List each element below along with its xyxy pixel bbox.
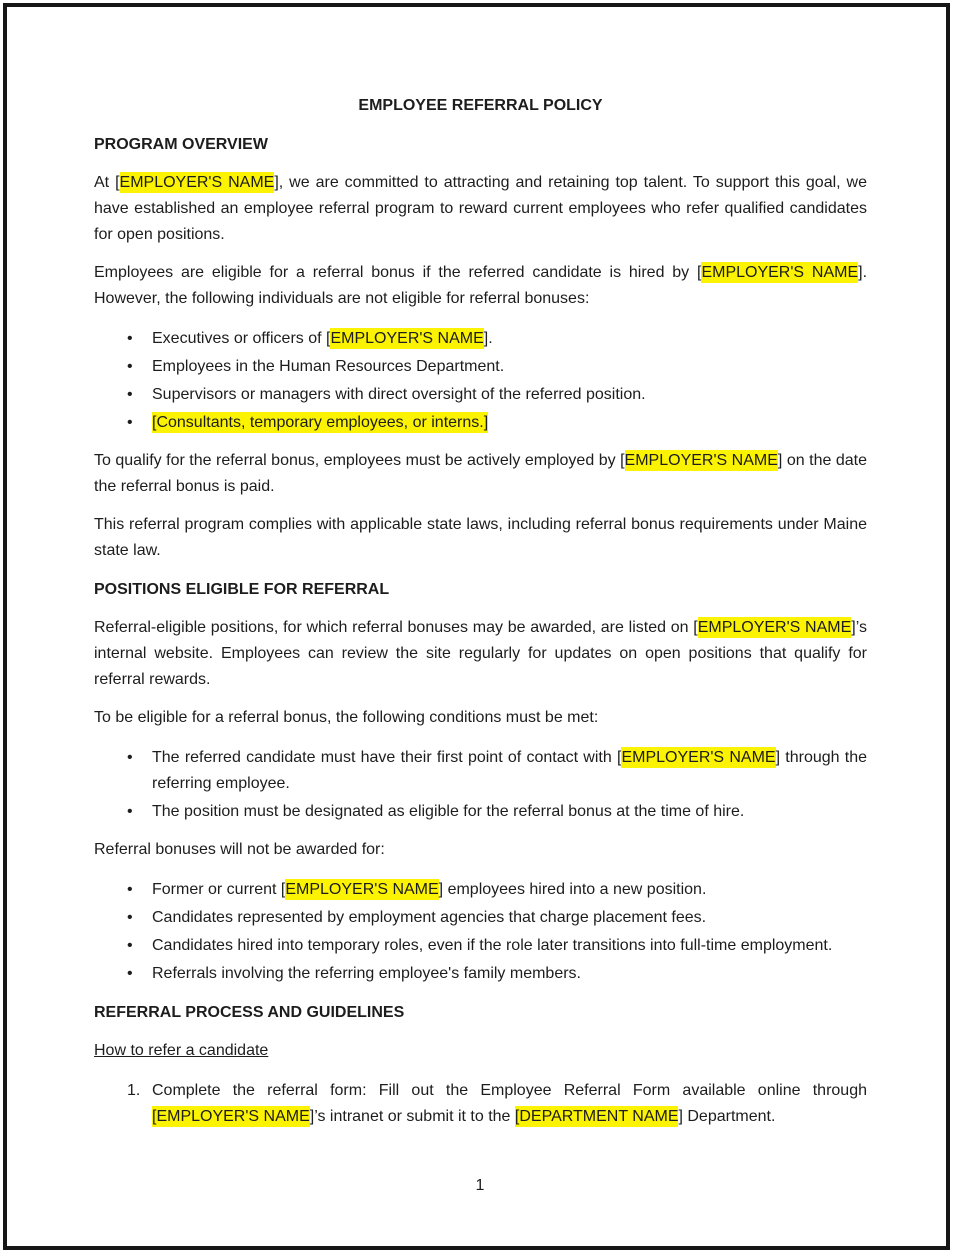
list-item-text: Candidates hired into temporary roles, even if the role later transitions into full-time employment. (152, 937, 833, 954)
highlight-placeholder: EMPLOYER'S NAME (330, 330, 484, 347)
list-item-text: Supervisors or managers with direct oversight of the referred position. (152, 386, 646, 403)
section-heading: REFERRAL PROCESS AND GUIDELINES (94, 1004, 405, 1021)
list-item (94, 799, 867, 825)
highlight-placeholder: EMPLOYER'S NAME (119, 174, 275, 191)
paragraph: This referral program complies with applicable state laws, including referral bonus requirements under Maine state law. (94, 516, 867, 559)
paragraph: To be eligible for a referral bonus, the following conditions must be met: (94, 709, 599, 726)
list-item (94, 933, 867, 959)
list-item-text: Referrals involving the referring employee's family members. (152, 965, 581, 982)
list-item-text: Complete the referral form: Fill out the Employee Referral Form available online through [EMPLOYER'S NAME]’s intranet or submit it to the [DEPARTMENT NAME] Department. (152, 1082, 867, 1125)
list-item-text (152, 410, 867, 436)
highlight-placeholder: [Consultants, temporary employees, or interns.] (152, 414, 489, 431)
highlight-placeholder: EMPLOYER'S NAME (701, 264, 859, 281)
sub-heading: How to refer a candidate (94, 1042, 269, 1059)
list-item-text: Former or current [EMPLOYER'S NAME] employees hired into a new position. (152, 881, 707, 898)
bullet-icon: • (127, 414, 133, 431)
bullet-list (94, 877, 867, 987)
list-item (94, 877, 867, 903)
list-item-text: Candidates represented by employment agencies that charge placement fees. (152, 909, 707, 926)
list-item (94, 410, 867, 436)
paragraph: Referral-eligible positions, for which referral bonuses may be awarded, are listed on [EMPLOYER'S NAME]’s internal website. Employees can review the site regularly for updates on open positions that qualify for referral rewards. (94, 619, 868, 688)
list-item (94, 745, 867, 797)
bullet-icon: • (127, 803, 133, 820)
list-item (94, 1078, 867, 1130)
highlight-placeholder: EMPLOYER'S NAME (621, 749, 776, 766)
bullet-icon: • (127, 358, 133, 375)
bullet-icon: • (127, 330, 133, 347)
document-content (94, 0, 867, 1130)
section-heading: POSITIONS ELIGIBLE FOR REFERRAL (94, 581, 390, 598)
bullet-icon: • (127, 386, 133, 403)
list-item-text: The position must be designated as eligible for the referral bonus at the time of hire. (152, 803, 745, 820)
list-item-text: Executives or officers of [EMPLOYER'S NAME]. (152, 330, 493, 347)
list-item (94, 354, 867, 380)
bullet-icon: • (127, 749, 133, 766)
paragraph: To qualify for the referral bonus, employees must be actively employed by [EMPLOYER'S NAME] on the date the referral bonus is paid. (94, 452, 867, 495)
paragraph: At [EMPLOYER'S NAME], we are committed to attracting and retaining top talent. To support this goal, we have established an employee referral program to reward current employees who refer qualified candidates for open positions. (94, 174, 868, 243)
list-item-text: The referred candidate must have their first point of contact with [EMPLOYER'S NAME] through the referring employee. (152, 749, 868, 792)
bullet-list (94, 326, 867, 436)
list-item (94, 961, 867, 987)
list-item-text: Employees in the Human Resources Department. (152, 358, 505, 375)
doc-title: EMPLOYEE REFERRAL POLICY (358, 97, 603, 114)
highlight-placeholder: [DEPARTMENT NAME (514, 1108, 679, 1125)
paragraph: Referral bonuses will not be awarded for: (94, 841, 385, 858)
highlight-placeholder: EMPLOYER'S NAME (624, 452, 778, 469)
highlight-placeholder: EMPLOYER'S NAME (285, 881, 439, 898)
section-heading: PROGRAM OVERVIEW (94, 136, 268, 153)
bullet-icon: • (127, 965, 133, 982)
highlight-placeholder: [EMPLOYER'S NAME (152, 1108, 310, 1125)
bullet-icon: • (127, 937, 133, 954)
highlight-placeholder: EMPLOYER'S NAME (697, 619, 852, 636)
bullet-icon: • (127, 881, 133, 898)
paragraph: Employees are eligible for a referral bonus if the referred candidate is hired by [EMPLOYER'S NAME]. However, the following individuals are not eligible for referral bonuses: (94, 264, 868, 307)
list-item (94, 905, 867, 931)
item-number: 1. (127, 1082, 141, 1099)
list-item (94, 382, 867, 408)
list-item (94, 326, 867, 352)
bullet-icon: • (127, 909, 133, 926)
bullet-list (94, 745, 867, 825)
numbered-list (94, 1078, 867, 1130)
page-number: 1 (475, 1177, 485, 1194)
